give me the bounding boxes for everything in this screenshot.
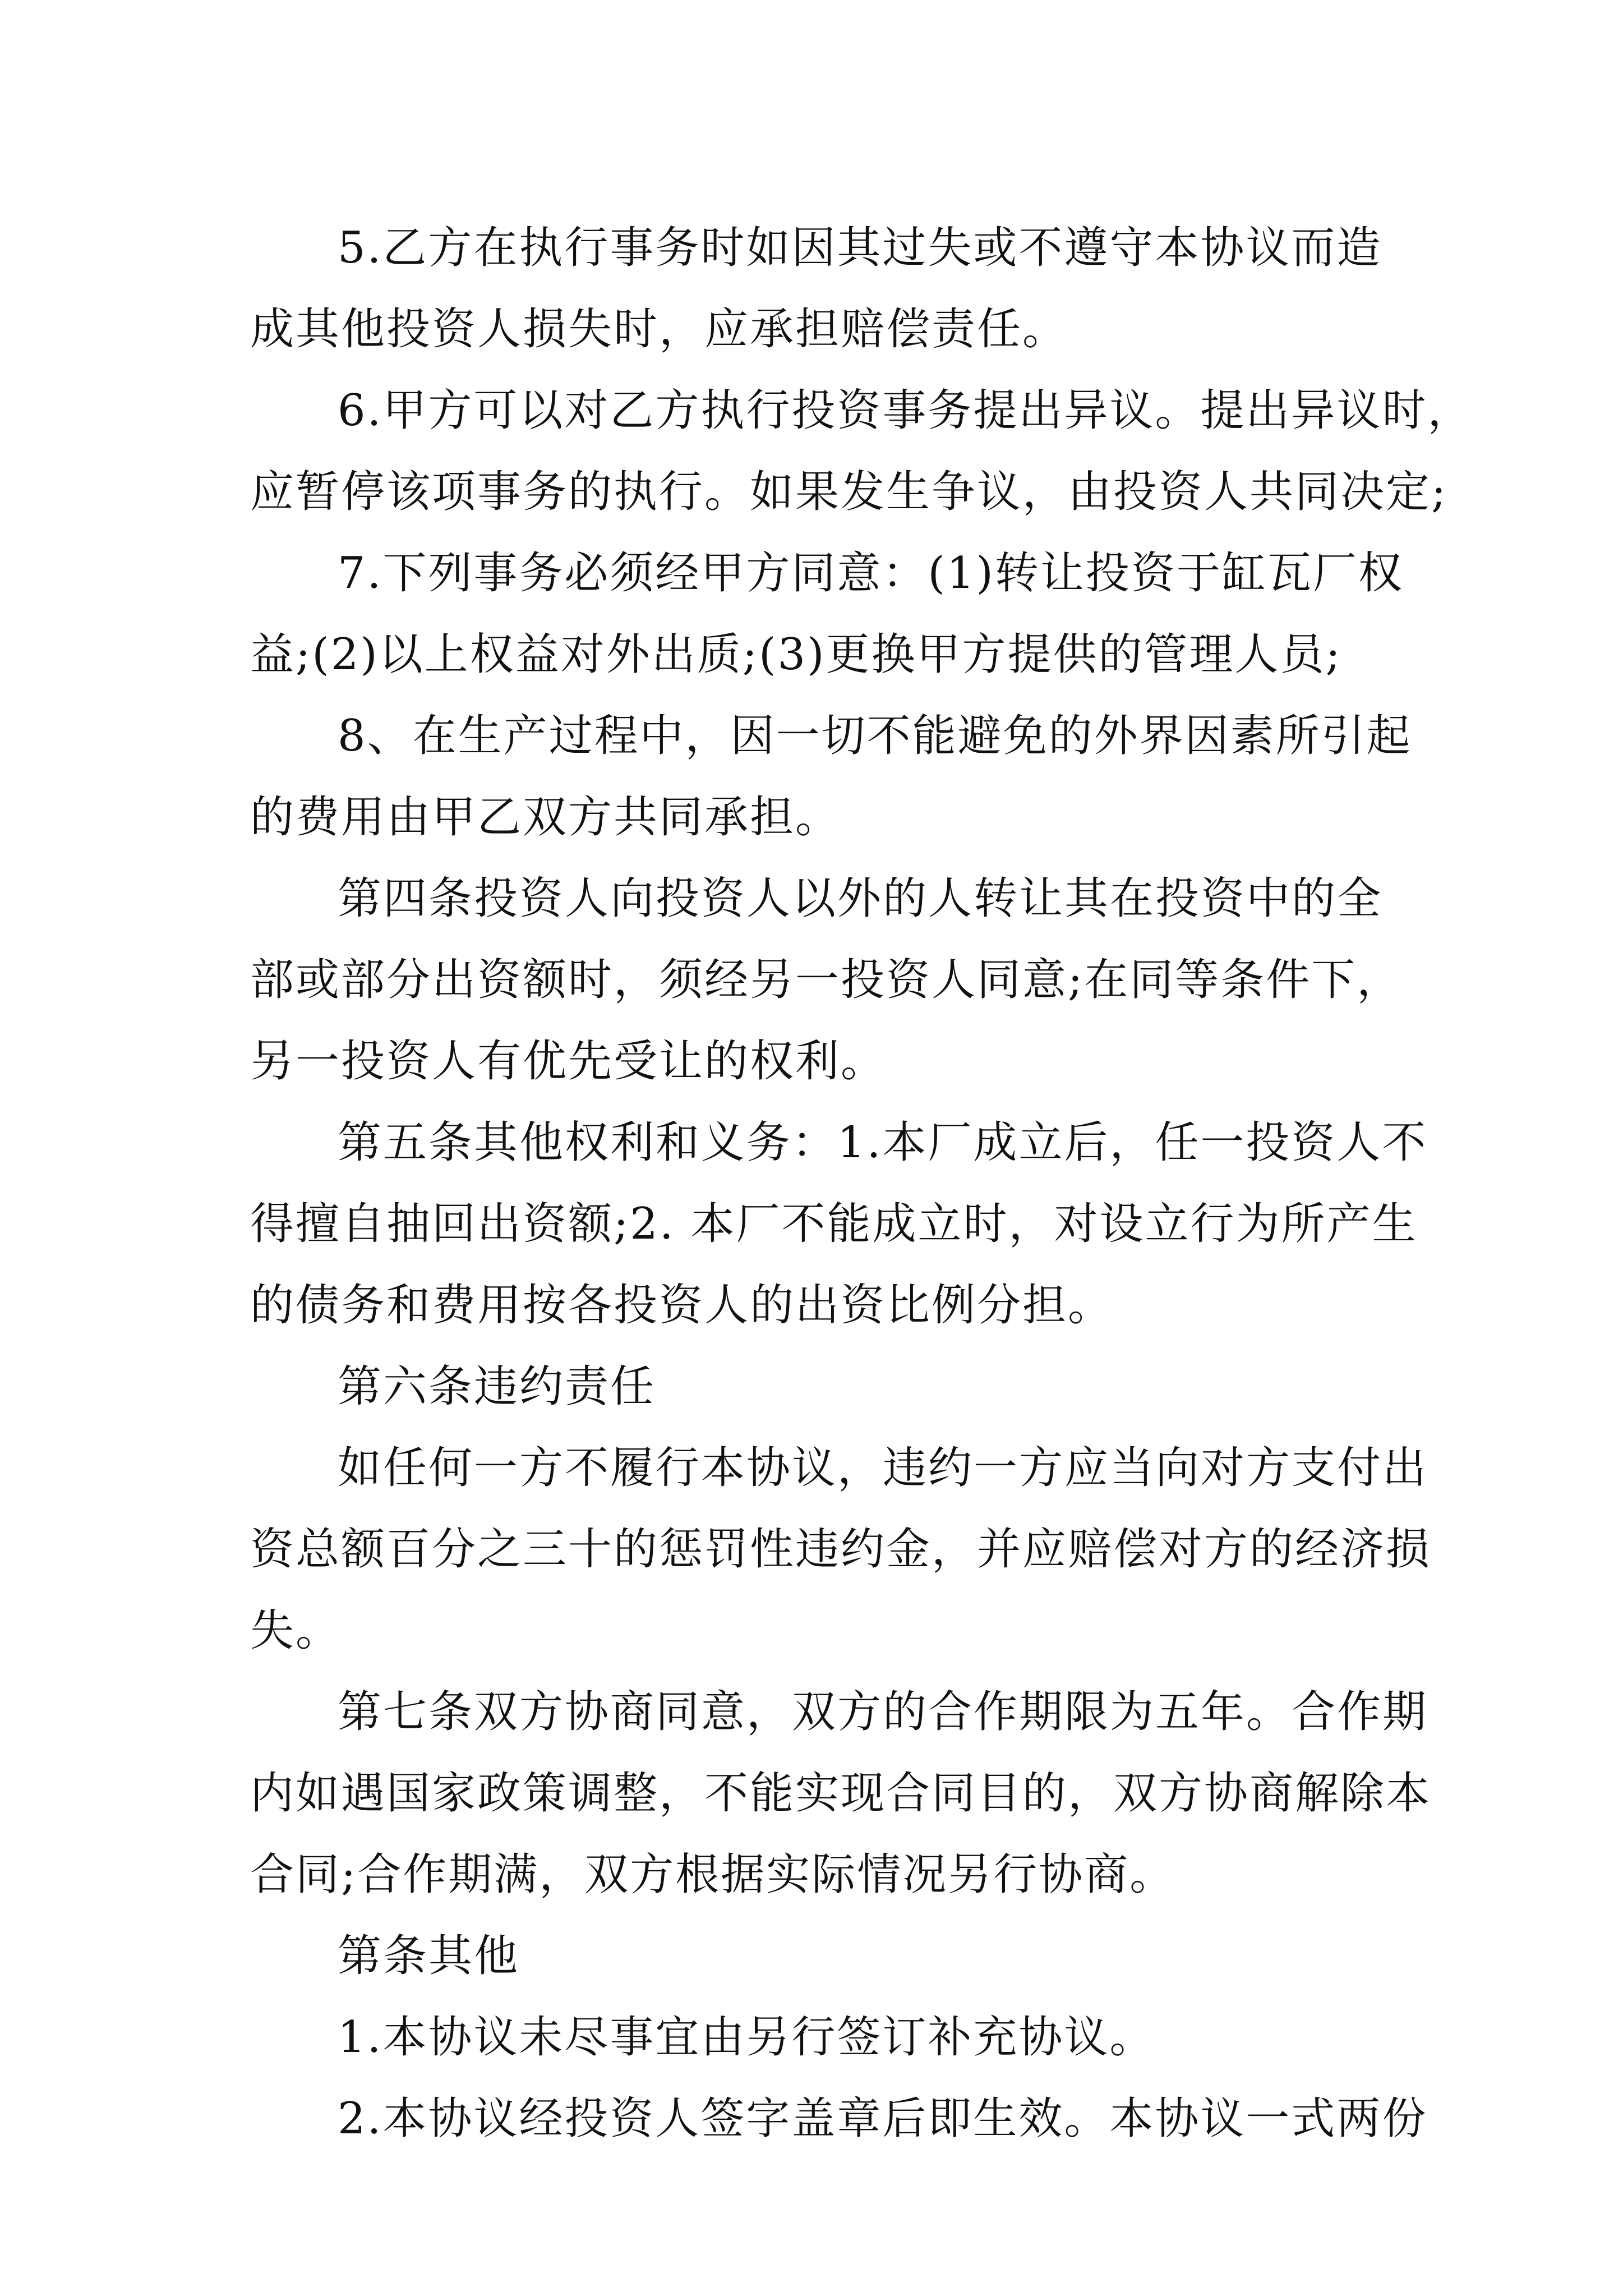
paragraph-line: 6.甲方可以对乙方执行投资事务提出异议。提出异议时， — [338, 385, 1473, 436]
paragraph-line: 得擅自抽回出资额;2. 本厂不能成立时，对设立行为所产生 — [250, 1199, 1418, 1249]
paragraph-line: 内如遇国家政策调整，不能实现合同目的，双方协商解除本 — [250, 1768, 1432, 1819]
paragraph-line: 第五条其他权利和义务：1.本厂成立后，任一投资人不 — [338, 1117, 1428, 1168]
paragraph-line: 5.乙方在执行事务时如因其过失或不遵守本协议而造 — [338, 223, 1382, 273]
paragraph-line: 部或部分出资额时，须经另一投资人同意;在同等条件下， — [250, 955, 1403, 1005]
paragraph-line: 1.本协议未尽事宜由另行签订补充协议。 — [338, 2012, 1155, 2063]
paragraph-line: 资总额百分之三十的惩罚性违约金，并应赔偿对方的经济损 — [250, 1524, 1432, 1575]
paragraph-line: 合同;合作期满，双方根据实际情况另行协商。 — [250, 1849, 1175, 1900]
section-heading: 第六条违约责任 — [338, 1361, 656, 1412]
paragraph-line: 失。 — [250, 1605, 342, 1656]
paragraph-line: 8、在生产过程中，因一切不能避免的外界因素所引起 — [338, 711, 1412, 761]
paragraph-line: 应暂停该项事务的执行。如果发生争议，由投资人共同决定; — [250, 467, 1448, 517]
paragraph-line: 的费用由甲乙双方共同承担。 — [250, 792, 841, 843]
section-heading: 第条其他 — [338, 1931, 520, 1981]
paragraph-line: 2.本协议经投资人签字盖章后即生效。本协议一式两份 — [338, 2093, 1428, 2144]
paragraph-line: 益;(2)以上权益对外出质;(3)更换甲方提供的管理人员; — [250, 629, 1342, 680]
paragraph-line: 另一投资人有优先受让的权利。 — [250, 1036, 887, 1087]
paragraph-line: 成其他投资人损失时，应承担赔偿责任。 — [250, 304, 1068, 355]
paragraph-line: 如任何一方不履行本协议，违约一方应当向对方支付出 — [338, 1443, 1428, 1493]
paragraph-line: 7.下列事务必须经甲方同意：(1)转让投资于缸瓦厂权 — [338, 548, 1404, 599]
paragraph-line: 第七条双方协商同意，双方的合作期限为五年。合作期 — [338, 1687, 1428, 1737]
paragraph-line: 的债务和费用按各投资人的出资比例分担。 — [250, 1280, 1114, 1331]
paragraph-line: 第四条投资人向投资人以外的人转让其在投资中的全 — [338, 873, 1383, 924]
document-body — [250, 208, 1473, 2160]
